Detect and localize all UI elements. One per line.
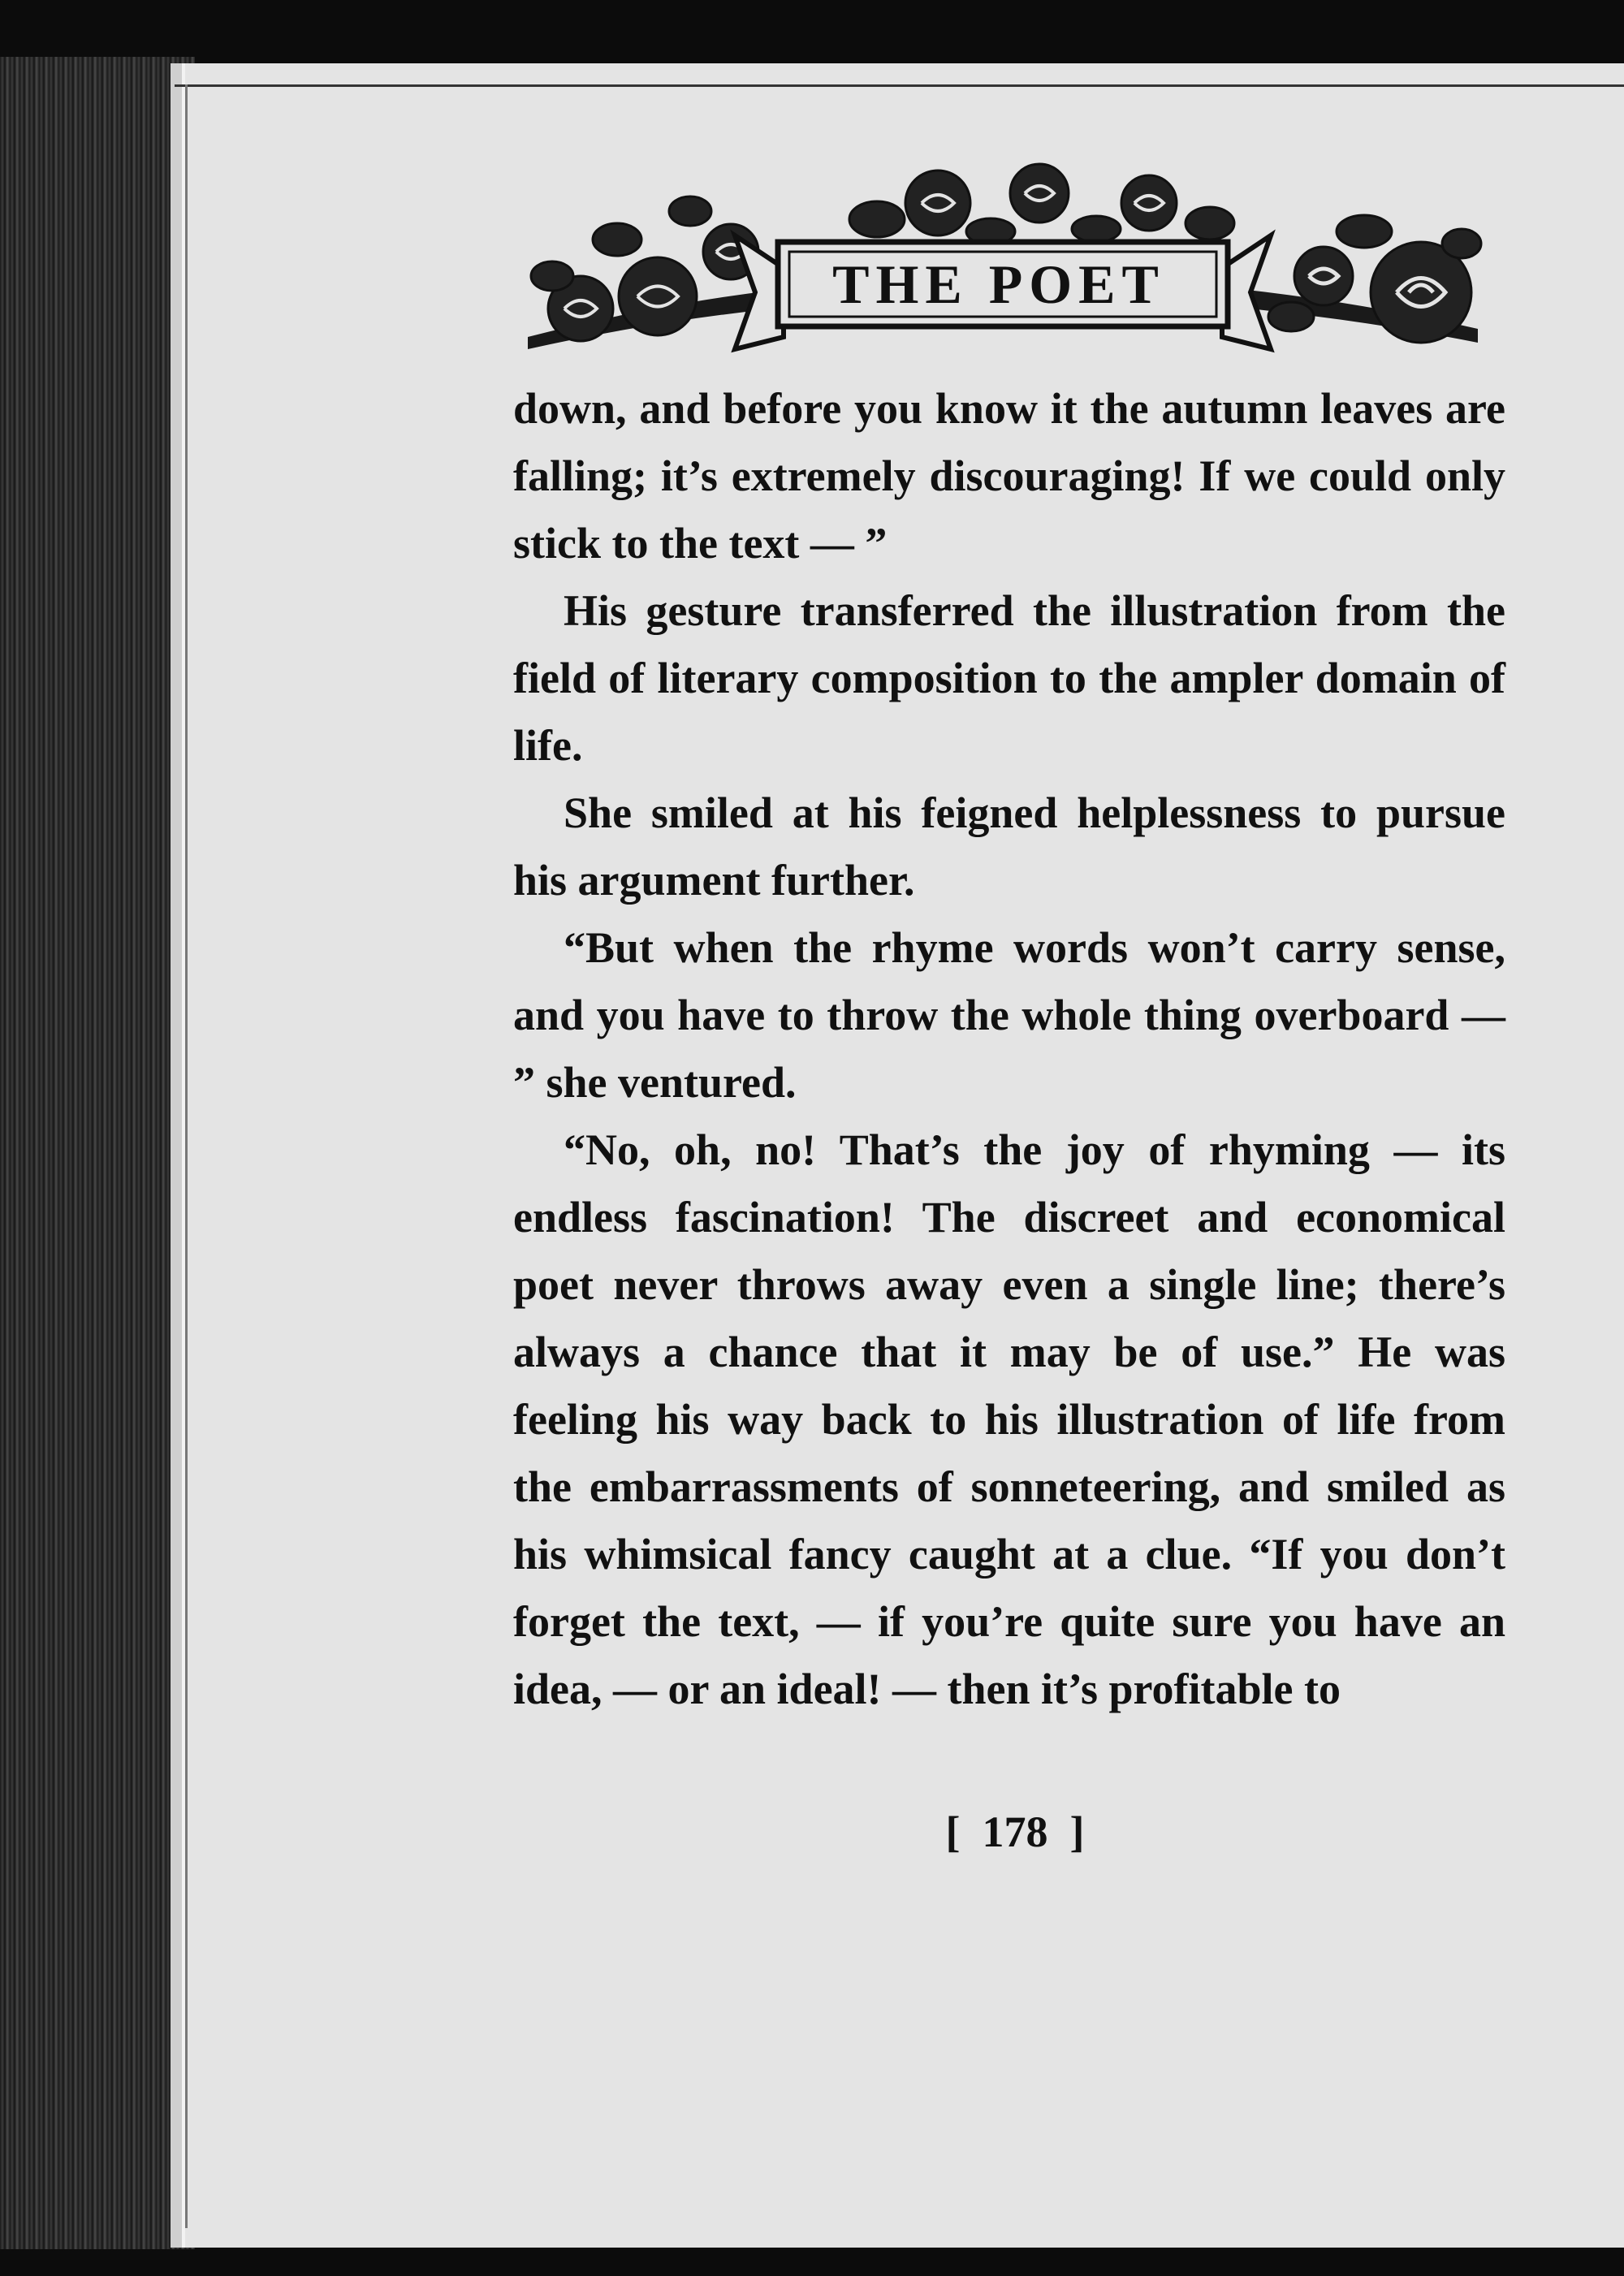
top-page-rule <box>175 84 1624 87</box>
paragraph: “No, oh, no! That’s the joy of rhyming — its endless fascination! The discreet and economical poet never throws away even a single line; there’s always a chance that it may be of use.” He was feeling his way back to his illustration of life from the embarrassments of sonneteering, and smiled as his whimsical fancy caught at a clue. “If you don’t forget the text, — if you’re quite sure you have an idea, — or an ideal! — then it’s profitable to <box>513 1125 1505 1713</box>
running-head: THE POET <box>832 253 1165 315</box>
paragraph: down, and before you know it the autumn leaves are falling; it’s extremely discouraging! If we could only stick to the text — ” <box>513 384 1505 568</box>
paragraph: His gesture transferred the illustration from the field of literary composition to the ampler domain of life. <box>513 586 1505 770</box>
page-number: [ 178 ] <box>945 1807 1085 1856</box>
left-page-rule <box>185 84 188 2228</box>
paragraph: She smiled at his feigned helplessness to pursue his argument further. <box>513 788 1505 905</box>
paragraph: “But when the rhyme words won’t carry sense, and you have to throw the whole thing overboard — ” she ventured. <box>513 923 1505 1107</box>
page-body-text <box>513 375 1505 1723</box>
chapter-header <box>520 154 1486 357</box>
book-page-edges <box>0 57 195 2249</box>
